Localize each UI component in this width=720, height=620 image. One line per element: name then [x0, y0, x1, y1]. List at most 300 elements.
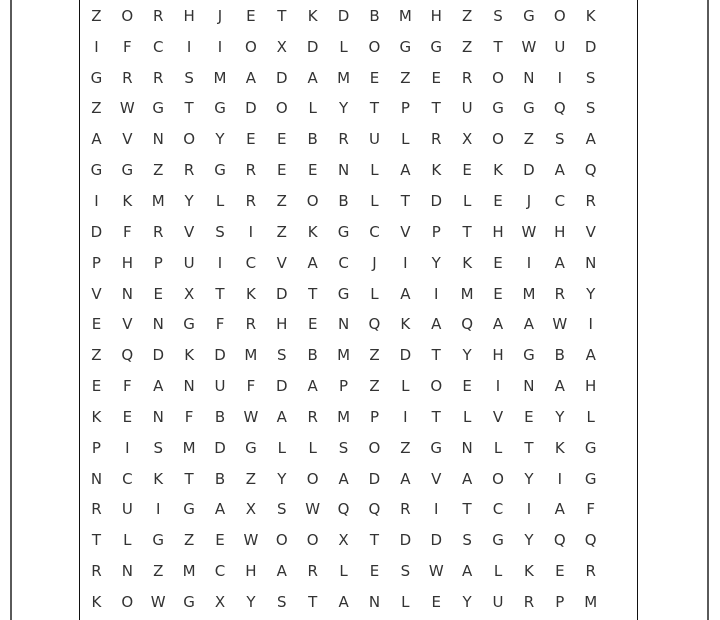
- grid-letter[interactable]: A: [554, 253, 565, 272]
- grid-letter[interactable]: G: [523, 99, 535, 118]
- grid-letter[interactable]: K: [122, 191, 133, 210]
- grid-letter[interactable]: M: [244, 346, 258, 365]
- grid-letter[interactable]: K: [153, 469, 164, 488]
- grid-letter[interactable]: I: [94, 191, 99, 210]
- grid-letter[interactable]: E: [431, 592, 441, 611]
- grid-letter[interactable]: E: [369, 68, 380, 87]
- grid-letter[interactable]: O: [553, 6, 566, 25]
- grid-letter[interactable]: M: [460, 284, 474, 303]
- grid-letter[interactable]: R: [585, 562, 596, 581]
- grid-letter[interactable]: A: [338, 592, 349, 611]
- grid-letter[interactable]: E: [369, 562, 380, 581]
- grid-letter[interactable]: Q: [461, 315, 474, 334]
- grid-letter[interactable]: Z: [245, 469, 257, 488]
- grid-letter[interactable]: S: [277, 500, 287, 519]
- grid-letter[interactable]: V: [183, 222, 195, 241]
- grid-letter[interactable]: I: [125, 438, 130, 457]
- grid-letter[interactable]: R: [307, 562, 318, 581]
- grid-letter[interactable]: O: [121, 592, 134, 611]
- grid-letter[interactable]: S: [585, 68, 596, 87]
- grid-letter[interactable]: Y: [555, 407, 565, 426]
- grid-letter[interactable]: Z: [91, 99, 102, 118]
- grid-letter[interactable]: N: [585, 253, 597, 272]
- grid-letter[interactable]: R: [153, 68, 164, 87]
- grid-letter[interactable]: G: [492, 531, 504, 550]
- grid-letter[interactable]: J: [217, 6, 223, 25]
- grid-letter[interactable]: D: [245, 99, 257, 118]
- grid-letter[interactable]: A: [91, 130, 102, 149]
- grid-letter[interactable]: T: [400, 191, 410, 210]
- grid-letter[interactable]: I: [526, 253, 532, 272]
- grid-letter[interactable]: C: [152, 37, 164, 56]
- grid-letter[interactable]: G: [523, 6, 535, 25]
- grid-letter[interactable]: R: [153, 6, 164, 25]
- grid-letter[interactable]: O: [275, 531, 288, 550]
- grid-letter[interactable]: O: [275, 99, 288, 118]
- grid-letter[interactable]: Z: [276, 222, 287, 241]
- grid-letter[interactable]: I: [217, 253, 223, 272]
- grid-letter[interactable]: H: [245, 562, 257, 581]
- grid-letter[interactable]: Y: [338, 99, 349, 118]
- grid-letter[interactable]: A: [307, 377, 318, 396]
- grid-letter[interactable]: E: [246, 130, 256, 149]
- grid-letter[interactable]: I: [403, 407, 408, 426]
- grid-letter[interactable]: T: [215, 284, 225, 303]
- grid-letter[interactable]: I: [434, 284, 439, 303]
- grid-letter[interactable]: D: [337, 6, 350, 25]
- grid-letter[interactable]: G: [183, 315, 195, 334]
- grid-letter[interactable]: Z: [153, 161, 164, 180]
- grid-letter[interactable]: B: [307, 130, 318, 149]
- grid-letter[interactable]: G: [430, 438, 443, 457]
- grid-letter[interactable]: E: [493, 284, 503, 303]
- grid-letter[interactable]: P: [431, 222, 441, 241]
- grid-letter[interactable]: D: [523, 161, 535, 180]
- grid-letter[interactable]: H: [121, 253, 133, 272]
- grid-letter[interactable]: I: [248, 222, 254, 241]
- grid-letter[interactable]: K: [184, 346, 195, 365]
- grid-letter[interactable]: V: [122, 315, 133, 334]
- grid-letter[interactable]: G: [90, 68, 103, 87]
- grid-letter[interactable]: L: [462, 407, 472, 426]
- grid-letter[interactable]: A: [400, 469, 411, 488]
- grid-letter[interactable]: M: [337, 346, 351, 365]
- grid-letter[interactable]: N: [523, 68, 535, 87]
- grid-letter[interactable]: M: [182, 438, 196, 457]
- grid-letter[interactable]: K: [307, 6, 318, 25]
- grid-letter[interactable]: I: [156, 500, 161, 519]
- grid-letter[interactable]: A: [492, 315, 504, 334]
- grid-letter[interactable]: V: [492, 407, 504, 426]
- grid-letter[interactable]: G: [523, 346, 535, 365]
- grid-letter[interactable]: Z: [461, 6, 473, 25]
- grid-letter[interactable]: S: [215, 222, 225, 241]
- grid-letter[interactable]: W: [119, 99, 135, 118]
- grid-letter[interactable]: K: [462, 253, 473, 272]
- grid-letter[interactable]: K: [245, 284, 256, 303]
- grid-letter[interactable]: Y: [277, 469, 287, 488]
- grid-letter[interactable]: G: [430, 37, 443, 56]
- grid-letter[interactable]: E: [493, 253, 503, 272]
- grid-letter[interactable]: A: [307, 253, 318, 272]
- grid-letter[interactable]: G: [183, 592, 195, 611]
- grid-letter[interactable]: D: [399, 346, 412, 365]
- grid-letter[interactable]: L: [308, 99, 317, 118]
- grid-letter[interactable]: D: [214, 346, 226, 365]
- grid-letter[interactable]: Z: [183, 531, 195, 550]
- grid-letter[interactable]: E: [91, 377, 102, 396]
- grid-letter[interactable]: N: [337, 315, 350, 334]
- grid-letter[interactable]: B: [214, 469, 226, 488]
- grid-letter[interactable]: R: [91, 500, 102, 519]
- grid-letter[interactable]: E: [277, 130, 287, 149]
- grid-letter[interactable]: N: [523, 377, 535, 396]
- grid-letter[interactable]: F: [215, 315, 225, 334]
- grid-letter[interactable]: R: [245, 191, 257, 210]
- grid-letter[interactable]: N: [337, 161, 350, 180]
- grid-letter[interactable]: N: [90, 469, 103, 488]
- grid-letter[interactable]: W: [521, 222, 537, 241]
- grid-letter[interactable]: D: [90, 222, 103, 241]
- grid-letter[interactable]: M: [398, 6, 412, 25]
- grid-letter[interactable]: N: [121, 284, 133, 303]
- grid-letter[interactable]: G: [399, 37, 412, 56]
- grid-letter[interactable]: T: [431, 407, 441, 426]
- grid-letter[interactable]: A: [276, 562, 287, 581]
- grid-letter[interactable]: T: [493, 37, 503, 56]
- grid-letter[interactable]: D: [152, 346, 164, 365]
- grid-letter[interactable]: T: [277, 6, 287, 25]
- grid-letter[interactable]: O: [368, 438, 381, 457]
- grid-letter[interactable]: K: [91, 407, 102, 426]
- grid-letter[interactable]: H: [276, 315, 288, 334]
- grid-letter[interactable]: T: [431, 99, 441, 118]
- grid-letter[interactable]: W: [150, 592, 166, 611]
- grid-letter[interactable]: O: [492, 469, 504, 488]
- grid-letter[interactable]: A: [400, 161, 411, 180]
- grid-letter[interactable]: E: [277, 161, 287, 180]
- grid-letter[interactable]: U: [121, 500, 133, 519]
- grid-letter[interactable]: O: [430, 377, 443, 396]
- grid-letter[interactable]: T: [184, 99, 194, 118]
- grid-letter[interactable]: G: [245, 438, 257, 457]
- grid-letter[interactable]: S: [184, 68, 194, 87]
- grid-letter[interactable]: L: [215, 191, 225, 210]
- grid-letter[interactable]: A: [400, 284, 411, 303]
- grid-letter[interactable]: R: [554, 284, 566, 303]
- grid-letter[interactable]: L: [277, 438, 286, 457]
- grid-letter[interactable]: X: [214, 592, 226, 611]
- grid-letter[interactable]: B: [214, 407, 226, 426]
- grid-letter[interactable]: L: [493, 562, 503, 581]
- grid-letter[interactable]: H: [554, 222, 566, 241]
- grid-letter[interactable]: W: [521, 37, 537, 56]
- grid-letter[interactable]: N: [152, 407, 164, 426]
- grid-letter[interactable]: I: [434, 500, 439, 519]
- grid-letter[interactable]: L: [401, 130, 410, 149]
- grid-letter[interactable]: E: [153, 284, 163, 303]
- grid-letter[interactable]: Z: [276, 191, 287, 210]
- grid-letter[interactable]: G: [183, 500, 195, 519]
- grid-letter[interactable]: Y: [462, 346, 472, 365]
- grid-letter[interactable]: K: [91, 592, 102, 611]
- grid-letter[interactable]: H: [183, 6, 195, 25]
- grid-letter[interactable]: Z: [153, 562, 164, 581]
- grid-letter[interactable]: N: [121, 562, 133, 581]
- grid-letter[interactable]: F: [246, 377, 256, 396]
- grid-letter[interactable]: D: [430, 531, 443, 550]
- grid-letter[interactable]: L: [370, 191, 379, 210]
- grid-letter[interactable]: M: [337, 68, 351, 87]
- grid-letter[interactable]: M: [584, 592, 598, 611]
- grid-letter[interactable]: X: [461, 130, 473, 149]
- grid-letter[interactable]: W: [552, 315, 568, 334]
- grid-letter[interactable]: U: [368, 130, 380, 149]
- grid-letter[interactable]: E: [246, 6, 256, 25]
- grid-letter[interactable]: O: [306, 469, 319, 488]
- grid-letter[interactable]: Y: [184, 191, 194, 210]
- grid-letter[interactable]: U: [492, 592, 504, 611]
- grid-letter[interactable]: D: [368, 469, 381, 488]
- grid-letter[interactable]: P: [555, 592, 565, 611]
- grid-letter[interactable]: C: [245, 253, 257, 272]
- grid-letter[interactable]: S: [555, 130, 565, 149]
- grid-letter[interactable]: Y: [431, 253, 441, 272]
- grid-letter[interactable]: Z: [91, 346, 102, 365]
- grid-letter[interactable]: S: [277, 346, 287, 365]
- grid-letter[interactable]: Y: [524, 469, 534, 488]
- grid-letter[interactable]: Y: [524, 531, 534, 550]
- grid-letter[interactable]: Q: [121, 346, 134, 365]
- grid-letter[interactable]: M: [151, 191, 165, 210]
- grid-letter[interactable]: L: [370, 284, 379, 303]
- grid-letter[interactable]: G: [152, 99, 165, 118]
- grid-letter[interactable]: F: [123, 222, 132, 241]
- grid-letter[interactable]: Y: [215, 130, 225, 149]
- grid-letter[interactable]: O: [492, 68, 504, 87]
- grid-letter[interactable]: G: [90, 161, 103, 180]
- grid-letter[interactable]: D: [276, 68, 288, 87]
- grid-letter[interactable]: I: [94, 37, 99, 56]
- grid-letter[interactable]: F: [586, 500, 596, 519]
- grid-letter[interactable]: R: [431, 130, 442, 149]
- grid-letter[interactable]: W: [243, 407, 259, 426]
- grid-letter[interactable]: E: [555, 562, 565, 581]
- grid-letter[interactable]: T: [91, 531, 102, 550]
- grid-letter[interactable]: O: [121, 6, 134, 25]
- grid-letter[interactable]: V: [91, 284, 102, 303]
- grid-letter[interactable]: U: [214, 377, 226, 396]
- grid-letter[interactable]: A: [462, 562, 473, 581]
- grid-letter[interactable]: S: [277, 592, 287, 611]
- grid-letter[interactable]: C: [122, 469, 133, 488]
- grid-letter[interactable]: Y: [462, 592, 472, 611]
- grid-letter[interactable]: Z: [400, 438, 411, 457]
- grid-letter[interactable]: Z: [91, 6, 102, 25]
- grid-letter[interactable]: G: [214, 99, 226, 118]
- grid-letter[interactable]: L: [586, 407, 595, 426]
- grid-letter[interactable]: E: [462, 377, 472, 396]
- grid-letter[interactable]: I: [186, 37, 192, 56]
- grid-letter[interactable]: I: [495, 377, 501, 396]
- grid-letter[interactable]: P: [400, 99, 410, 118]
- grid-letter[interactable]: H: [585, 377, 597, 396]
- grid-letter[interactable]: I: [557, 469, 563, 488]
- grid-letter[interactable]: C: [554, 191, 566, 210]
- grid-letter[interactable]: L: [339, 562, 348, 581]
- grid-letter[interactable]: A: [153, 377, 164, 396]
- grid-letter[interactable]: F: [123, 37, 132, 56]
- grid-letter[interactable]: E: [307, 161, 318, 180]
- grid-letter[interactable]: R: [245, 315, 257, 334]
- grid-letter[interactable]: A: [245, 68, 257, 87]
- grid-letter[interactable]: T: [462, 222, 472, 241]
- grid-letter[interactable]: L: [462, 191, 472, 210]
- grid-letter[interactable]: H: [430, 6, 442, 25]
- grid-letter[interactable]: N: [183, 377, 195, 396]
- grid-letter[interactable]: B: [554, 346, 565, 365]
- grid-letter[interactable]: C: [492, 500, 504, 519]
- grid-letter[interactable]: G: [121, 161, 134, 180]
- grid-letter[interactable]: R: [91, 562, 102, 581]
- grid-letter[interactable]: T: [184, 469, 194, 488]
- grid-letter[interactable]: L: [370, 161, 379, 180]
- grid-letter[interactable]: A: [523, 315, 535, 334]
- grid-letter[interactable]: X: [245, 500, 257, 519]
- grid-letter[interactable]: E: [122, 407, 133, 426]
- grid-letter[interactable]: I: [526, 500, 532, 519]
- grid-letter[interactable]: V: [400, 222, 411, 241]
- grid-letter[interactable]: V: [276, 253, 287, 272]
- grid-letter[interactable]: S: [462, 531, 472, 550]
- grid-letter[interactable]: H: [492, 222, 504, 241]
- grid-letter[interactable]: X: [276, 37, 287, 56]
- grid-letter[interactable]: G: [584, 469, 597, 488]
- grid-letter[interactable]: V: [431, 469, 442, 488]
- grid-letter[interactable]: E: [524, 407, 534, 426]
- grid-letter[interactable]: U: [554, 37, 566, 56]
- grid-letter[interactable]: L: [401, 377, 410, 396]
- grid-letter[interactable]: A: [585, 346, 596, 365]
- grid-letter[interactable]: R: [585, 191, 596, 210]
- grid-letter[interactable]: P: [339, 377, 349, 396]
- grid-letter[interactable]: B: [338, 191, 349, 210]
- grid-letter[interactable]: C: [369, 222, 380, 241]
- grid-letter[interactable]: H: [492, 346, 504, 365]
- grid-letter[interactable]: R: [338, 130, 349, 149]
- grid-letter[interactable]: R: [153, 222, 164, 241]
- grid-letter[interactable]: R: [245, 161, 257, 180]
- grid-letter[interactable]: A: [554, 377, 565, 396]
- grid-letter[interactable]: O: [183, 130, 196, 149]
- grid-letter[interactable]: B: [369, 6, 380, 25]
- grid-letter[interactable]: K: [431, 161, 442, 180]
- grid-letter[interactable]: U: [183, 253, 195, 272]
- grid-letter[interactable]: Z: [400, 68, 411, 87]
- grid-letter[interactable]: W: [428, 562, 444, 581]
- grid-letter[interactable]: K: [307, 222, 318, 241]
- grid-letter[interactable]: A: [338, 469, 349, 488]
- grid-letter[interactable]: A: [214, 500, 226, 519]
- grid-letter[interactable]: B: [307, 346, 318, 365]
- grid-letter[interactable]: A: [554, 500, 565, 519]
- grid-letter[interactable]: D: [214, 438, 226, 457]
- grid-letter[interactable]: T: [369, 531, 380, 550]
- grid-letter[interactable]: G: [584, 438, 597, 457]
- grid-letter[interactable]: L: [123, 531, 132, 550]
- grid-letter[interactable]: T: [369, 99, 380, 118]
- grid-letter[interactable]: E: [431, 68, 441, 87]
- grid-letter[interactable]: Q: [337, 500, 350, 519]
- grid-letter[interactable]: G: [337, 284, 350, 303]
- grid-letter[interactable]: Z: [369, 377, 380, 396]
- grid-letter[interactable]: C: [214, 562, 226, 581]
- grid-letter[interactable]: M: [182, 562, 196, 581]
- grid-letter[interactable]: D: [276, 284, 288, 303]
- grid-letter[interactable]: N: [368, 592, 381, 611]
- grid-letter[interactable]: T: [308, 592, 318, 611]
- grid-letter[interactable]: V: [585, 222, 596, 241]
- grid-letter[interactable]: R: [523, 592, 535, 611]
- grid-letter[interactable]: O: [368, 37, 381, 56]
- grid-letter[interactable]: S: [400, 562, 411, 581]
- grid-letter[interactable]: I: [217, 37, 223, 56]
- grid-letter[interactable]: J: [372, 253, 377, 272]
- grid-letter[interactable]: R: [122, 68, 133, 87]
- grid-letter[interactable]: S: [585, 99, 596, 118]
- grid-letter[interactable]: V: [122, 130, 133, 149]
- grid-letter[interactable]: L: [493, 438, 503, 457]
- grid-letter[interactable]: C: [338, 253, 349, 272]
- grid-letter[interactable]: F: [123, 377, 132, 396]
- grid-letter[interactable]: O: [492, 130, 504, 149]
- grid-letter[interactable]: D: [399, 531, 412, 550]
- grid-letter[interactable]: I: [403, 253, 408, 272]
- grid-letter[interactable]: S: [338, 438, 349, 457]
- grid-letter[interactable]: E: [493, 191, 503, 210]
- grid-letter[interactable]: K: [554, 438, 565, 457]
- grid-letter[interactable]: T: [524, 438, 534, 457]
- grid-letter[interactable]: M: [337, 407, 351, 426]
- grid-letter[interactable]: K: [523, 562, 534, 581]
- grid-letter[interactable]: R: [461, 68, 473, 87]
- grid-letter[interactable]: Q: [553, 531, 566, 550]
- grid-letter[interactable]: Q: [553, 99, 566, 118]
- grid-letter[interactable]: A: [554, 161, 565, 180]
- grid-letter[interactable]: M: [522, 284, 536, 303]
- grid-letter[interactable]: E: [215, 531, 225, 550]
- grid-letter[interactable]: W: [243, 531, 259, 550]
- grid-letter[interactable]: S: [493, 6, 503, 25]
- grid-letter[interactable]: T: [308, 284, 318, 303]
- grid-letter[interactable]: Q: [584, 531, 597, 550]
- grid-letter[interactable]: X: [183, 284, 195, 303]
- grid-letter[interactable]: A: [462, 469, 473, 488]
- grid-letter[interactable]: O: [306, 191, 319, 210]
- grid-letter[interactable]: Z: [369, 346, 380, 365]
- grid-letter[interactable]: O: [306, 531, 319, 550]
- grid-letter[interactable]: E: [91, 315, 102, 334]
- grid-letter[interactable]: Y: [586, 284, 596, 303]
- grid-letter[interactable]: O: [244, 37, 257, 56]
- grid-letter[interactable]: M: [213, 68, 227, 87]
- grid-letter[interactable]: G: [152, 531, 165, 550]
- grid-letter[interactable]: D: [306, 37, 319, 56]
- grid-letter[interactable]: G: [337, 222, 350, 241]
- grid-letter[interactable]: K: [585, 6, 596, 25]
- grid-letter[interactable]: R: [183, 161, 195, 180]
- grid-letter[interactable]: E: [307, 315, 318, 334]
